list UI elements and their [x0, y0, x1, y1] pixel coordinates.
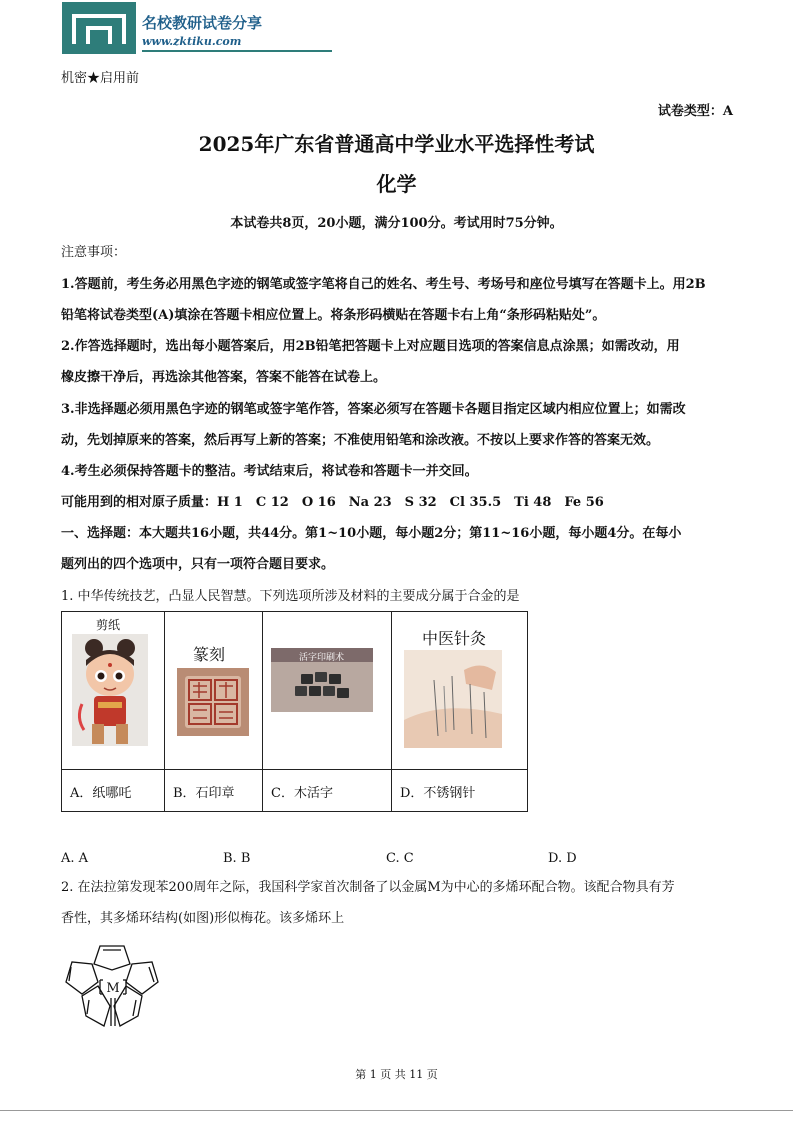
notes-heading: 注意事项：	[61, 245, 127, 260]
logo-name: 名校教研试卷分享	[142, 14, 263, 32]
answer-choice-c[interactable]: C. C	[386, 851, 414, 866]
acupuncture-needles-image	[404, 650, 502, 748]
logo-mark	[62, 2, 136, 54]
page-number: 第 1 页 共 11 页	[355, 1068, 438, 1081]
exam-subject: 化学	[376, 172, 417, 196]
logo-underline	[142, 50, 332, 52]
image-caption: 中医针灸	[422, 629, 487, 648]
question-2-stem: 2. 在法拉第发现苯200周年之际，我国科学家首次制备了以金属M为中心的多烯环配合物。该配合物具有芳	[61, 880, 675, 895]
movable-type-image-cell	[263, 612, 392, 770]
page-bottom-rule	[0, 1110, 793, 1111]
question-2-stem: 香性，其多烯环结构(如图)形似梅花。该多烯环上	[61, 911, 345, 926]
secret-label: 机密★启用前	[61, 71, 140, 86]
paper-type: 试卷类型：A	[657, 104, 733, 119]
note-line: 2.作答选择题时，选出每小题答案后，用2B铅笔把答题卡上对应题目选项的答案信息点涂黑；如需改动，用	[61, 339, 680, 354]
answer-choice-b[interactable]: B. B	[223, 851, 251, 866]
paper-cut-image-cell	[62, 612, 165, 770]
logo-url: www.zktiku.com	[142, 35, 242, 48]
answer-choice-a[interactable]: A. A	[61, 851, 89, 866]
polyene-ring-structure	[60, 940, 164, 1034]
note-line: 1.答题前，考生务必用黑色字迹的钢笔或签字笔将自己的姓名、考生号、考场号和座位号填写在答题卡上。用2B	[61, 277, 706, 292]
note-line: 橡皮擦干净后，再选涂其他答案，答案不能答在试卷上。	[61, 370, 387, 385]
exam-title: 2025年广东省普通高中学业水平选择性考试	[198, 132, 595, 156]
note-line: 铅笔将试卷类型(A)填涂在答题卡相应位置上。将条形码横贴在答题卡右上角“条形码粘贴处”。	[61, 308, 606, 323]
acupuncture-image-cell	[392, 612, 528, 770]
section-intro: 一、选择题：本大题共16小题，共44分。第1~10小题，每小题2分；第11~16小题，每小题4分。在每小	[61, 526, 682, 541]
question-1-option-table	[61, 611, 528, 812]
option-d-label: D．不锈钢针	[392, 770, 528, 812]
section-intro: 题列出的四个选项中，只有一项符合题目要求。	[61, 557, 335, 572]
nezha-paper-cut-image	[72, 634, 148, 746]
atomic-masses: 可能用到的相对原子质量：H 1 C 12 O 16 Na 23 S 32 Cl 35.5 Ti 48 Fe 56	[61, 495, 604, 510]
image-caption: 篆刻	[193, 645, 226, 664]
image-caption: 活字印刷术	[299, 653, 345, 663]
note-line: 动，先划掉原来的答案，然后再写上新的答案；不准使用铅笔和涂改液。不按以上要求作答的答案无效。	[61, 433, 660, 448]
question-1-stem: 1. 中华传统技艺，凸显人民智慧。下列选项所涉及材料的主要成分属于合金的是	[61, 589, 520, 604]
seal-carving-image-cell	[165, 612, 263, 770]
option-a-label: A．纸哪吒	[62, 770, 165, 812]
answer-choice-d[interactable]: D. D	[548, 851, 577, 866]
note-line: 4.考生必须保持答题卡的整洁。考试结束后，将试卷和答题卡一并交回。	[61, 464, 478, 479]
stone-seal-image	[177, 668, 249, 736]
site-logo	[62, 2, 272, 56]
metal-center-label: M	[106, 981, 120, 996]
option-b-label: B．石印章	[165, 770, 263, 812]
exam-info: 本试卷共8页，20小题，满分100分。考试用时75分钟。	[230, 216, 563, 231]
option-c-label: C．木活字	[263, 770, 392, 812]
image-caption: 剪纸	[96, 618, 121, 632]
note-line: 3.非选择题必须用黑色字迹的钢笔或签字笔作答，答案必须写在答题卡各题目指定区域内相应位置上；如需改	[61, 402, 686, 417]
